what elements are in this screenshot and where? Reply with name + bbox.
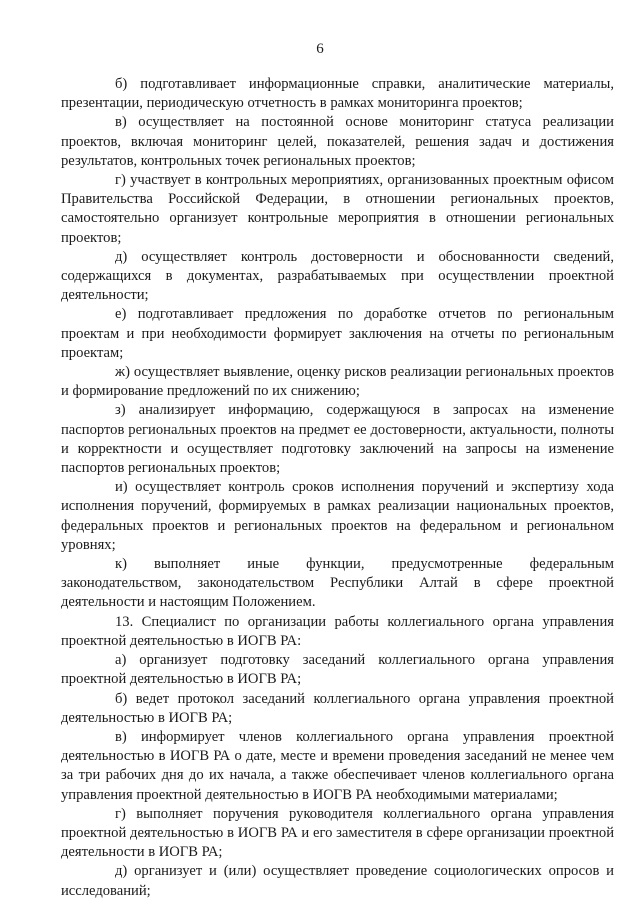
document-body (61, 75, 614, 901)
section-13-paragraph-b: б) ведет протокол заседаний коллегиального органа управления проектной деятельностью в ИОГВ РА; (61, 690, 614, 726)
section-13-paragraph-d: д) организует и (или) осуществляет проведение социологических опросов и исследований; (61, 863, 614, 899)
section-13-paragraph-g: г) выполняет поручения руководителя коллегиального органа управления проектной деятельностью в ИОГВ РА и его заместителя в сфере организации проектной деятельности в ИОГВ РА; (61, 805, 614, 861)
paragraph-g: г) участвует в контрольных мероприятиях, организованных проектным офисом Правительства Российской Федерации, в отношении региональных проектов, самостоятельно организует контрольные мероприятия в отношении региональных проектов; (61, 172, 614, 246)
section-13-heading: 13. Специалист по организации работы коллегиального органа управления проектной деятельностью в ИОГВ РА: (61, 613, 614, 649)
paragraph-z: з) анализирует информацию, содержащуюся в запросах на изменение паспортов региональных проектов на предмет ее достоверности, актуальности, полноты и корректности и осуществляет подготовку заключений на запросы на изменение паспортов региональных проектов; (61, 402, 614, 477)
section-13-paragraph-a: а) организует подготовку заседаний коллегиального органа управления проектной деятельностью в ИОГВ РА; (61, 652, 614, 688)
paragraph-v: в) осуществляет на постоянной основе мониторинг статуса реализации проектов, включая мониторинг целей, показателей, решения задач и достижения результатов, контрольных точек региональных проектов; (61, 114, 614, 169)
page-number: 6 (316, 41, 324, 57)
paragraph-zh: ж) осуществляет выявление, оценку рисков реализации региональных проектов и формирование предложений по их снижению; (61, 364, 614, 400)
section-13-paragraph-v: в) информирует членов коллегиального органа управления проектной деятельностью в ИОГВ РА о дате, месте и времени проведения заседаний не менее чем за три рабочих дня до их начала, а также обеспечивает членов коллегиального органа управления проектной деятельностью в ИОГВ РА необходимыми материалами; (61, 728, 614, 803)
paragraph-e: е) подготавливает предложения по доработке отчетов по региональным проектам и при необходимости формирует заключения на отчеты по региональным проектам; (61, 306, 614, 361)
paragraph-d: д) осуществляет контроль достоверности и обоснованности сведений, содержащихся в документах, разрабатываемых при осуществлении проектной деятельности; (61, 248, 614, 304)
paragraph-i: и) осуществляет контроль сроков исполнения поручений и экспертизу хода исполнения поручений, формируемых в рамках реализации национальных проектов, федеральных проектов и региональных проектов на федеральном и региональном уровнях; (61, 479, 614, 553)
paragraph-b: б) подготавливает информационные справки, аналитические материалы, презентации, периодическую отчетность в рамках мониторинга проектов; (61, 76, 614, 112)
paragraph-k: к) выполняет иные функции, предусмотренные федеральным законодательством, законодательством Республики Алтай в сфере проектной деятельности и настоящим Положением. (61, 556, 614, 611)
